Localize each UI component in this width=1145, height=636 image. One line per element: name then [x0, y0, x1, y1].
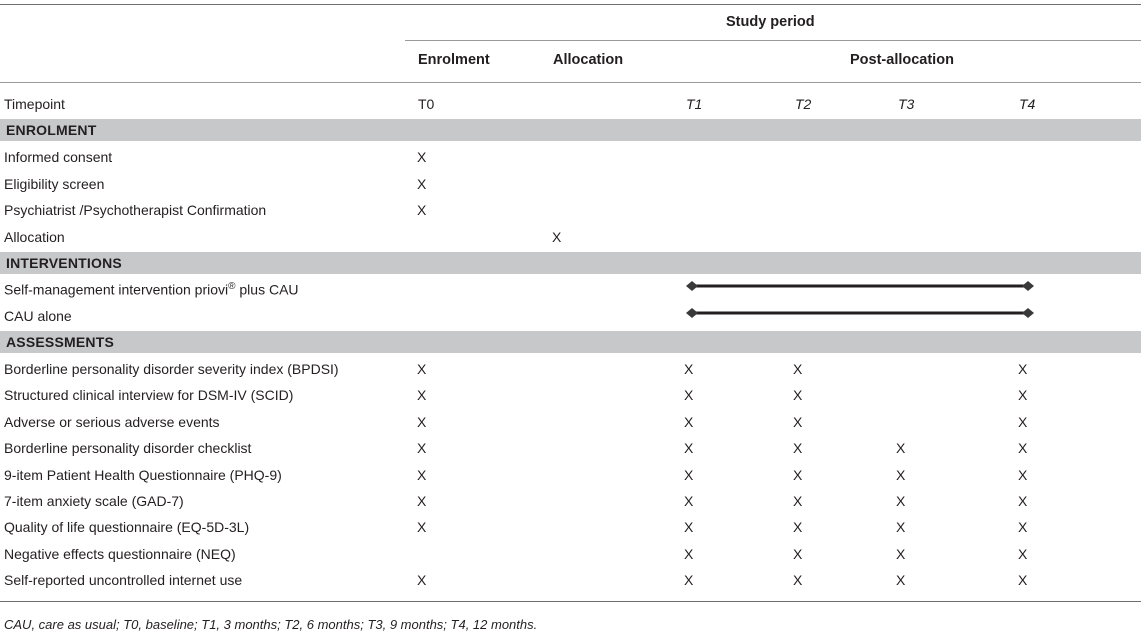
assessment-t4-mark: X — [1018, 361, 1028, 377]
assessment-t3-mark: X — [896, 572, 906, 588]
section-enrolment-title: ENROLMENT — [6, 122, 97, 138]
assessment-t2-mark: X — [793, 440, 803, 456]
timepoint-t0: T0 — [418, 96, 435, 112]
post-allocation-column-header: Post-allocation — [850, 52, 954, 68]
assessment-t3-mark: X — [896, 493, 906, 509]
assessment-t4-mark: X — [1018, 440, 1028, 456]
allocation-column-header: Allocation — [553, 52, 624, 68]
timepoint-t3: T3 — [898, 96, 915, 112]
timepoint-t1: T1 — [686, 96, 703, 112]
assessment-t2-mark: X — [793, 493, 803, 509]
intervention-row-label: Self-management intervention priovi® plus CAU — [4, 281, 299, 298]
assessment-t4-mark: X — [1018, 467, 1028, 483]
assessment-t3-mark: X — [896, 546, 906, 562]
study-period-rule — [405, 40, 1141, 41]
assessment-t4-mark: X — [1018, 387, 1028, 403]
assessment-row-label: Quality of life questionnaire (EQ-5D-3L) — [4, 519, 250, 535]
section-assessments — [0, 331, 1141, 353]
assessment-t4-mark: X — [1018, 572, 1028, 588]
assessment-t4-mark: X — [1018, 546, 1028, 562]
assessment-t0-mark: X — [417, 493, 427, 509]
enrolment-row-t0-mark: X — [417, 176, 427, 192]
assessment-t2-mark: X — [793, 572, 803, 588]
assessment-t1-mark: X — [684, 572, 694, 588]
intervention-duration-bar — [684, 280, 1036, 296]
registered-mark: ® — [228, 281, 236, 292]
assessment-row-label: Negative effects questionnaire (NEQ) — [4, 546, 236, 562]
assessment-t2-mark: X — [793, 546, 803, 562]
assessment-t4-mark: X — [1018, 414, 1028, 430]
assessment-row-label: Borderline personality disorder checklist — [4, 440, 252, 456]
timepoint-t4: T4 — [1019, 96, 1036, 112]
assessment-row-label: 9-item Patient Health Questionnaire (PHQ-9) — [4, 467, 282, 483]
table-bottom-rule — [0, 601, 1141, 602]
assessment-t1-mark: X — [684, 493, 694, 509]
assessment-t2-mark: X — [793, 519, 803, 535]
enrolment-column-header: Enrolment — [418, 52, 490, 68]
table-footnote: CAU, care as usual; T0, baseline; T1, 3 months; T2, 6 months; T3, 9 months; T4, 12 months. — [4, 617, 538, 632]
section-assessments-title: ASSESSMENTS — [6, 334, 114, 350]
timepoint-t2: T2 — [795, 96, 812, 112]
assessment-t4-mark: X — [1018, 493, 1028, 509]
assessment-t4-mark: X — [1018, 519, 1028, 535]
section-interventions — [0, 252, 1141, 274]
assessment-t1-mark: X — [684, 467, 694, 483]
assessment-t0-mark: X — [417, 467, 427, 483]
enrolment-row-label: Informed consent — [4, 149, 113, 165]
assessment-t0-mark: X — [417, 414, 427, 430]
study-period-header: Study period — [726, 14, 815, 30]
assessment-t1-mark: X — [684, 519, 694, 535]
assessment-t2-mark: X — [793, 361, 803, 377]
enrolment-row-allocation-mark: X — [552, 229, 562, 245]
enrolment-row-t0-mark: X — [417, 202, 427, 218]
assessment-t0-mark: X — [417, 519, 427, 535]
enrolment-row-label: Eligibility screen — [4, 176, 105, 192]
assessment-t3-mark: X — [896, 519, 906, 535]
assessment-t3-mark: X — [896, 467, 906, 483]
assessment-row-label: Borderline personality disorder severity index (BPDSI) — [4, 361, 339, 377]
enrolment-row-label: Psychiatrist /Psychotherapist Confirmation — [4, 202, 267, 218]
assessment-t1-mark: X — [684, 440, 694, 456]
table-top-rule — [0, 4, 1141, 5]
assessment-t3-mark: X — [896, 440, 906, 456]
intervention-row-label: CAU alone — [4, 308, 72, 324]
assessment-t0-mark: X — [417, 361, 427, 377]
assessment-t2-mark: X — [793, 414, 803, 430]
cau-duration-bar — [684, 307, 1036, 323]
assessment-t1-mark: X — [684, 546, 694, 562]
assessment-t0-mark: X — [417, 440, 427, 456]
enrolment-row-t0-mark: X — [417, 149, 427, 165]
assessment-row-label: Adverse or serious adverse events — [4, 414, 220, 430]
assessment-t1-mark: X — [684, 414, 694, 430]
assessment-row-label: 7-item anxiety scale (GAD-7) — [4, 493, 184, 509]
assessment-t1-mark: X — [684, 361, 694, 377]
enrolment-row-label: Allocation — [4, 229, 65, 245]
timepoint-label: Timepoint — [4, 96, 65, 112]
section-enrolment — [0, 119, 1141, 141]
assessment-t1-mark: X — [684, 387, 694, 403]
assessment-t0-mark: X — [417, 572, 427, 588]
assessment-t2-mark: X — [793, 467, 803, 483]
assessment-row-label: Structured clinical interview for DSM-IV (SCID) — [4, 387, 294, 403]
header-bottom-rule — [0, 82, 1141, 83]
assessment-row-label: Self-reported uncontrolled internet use — [4, 572, 243, 588]
assessment-t0-mark: X — [417, 387, 427, 403]
section-interventions-title: INTERVENTIONS — [6, 255, 122, 271]
assessment-t2-mark: X — [793, 387, 803, 403]
